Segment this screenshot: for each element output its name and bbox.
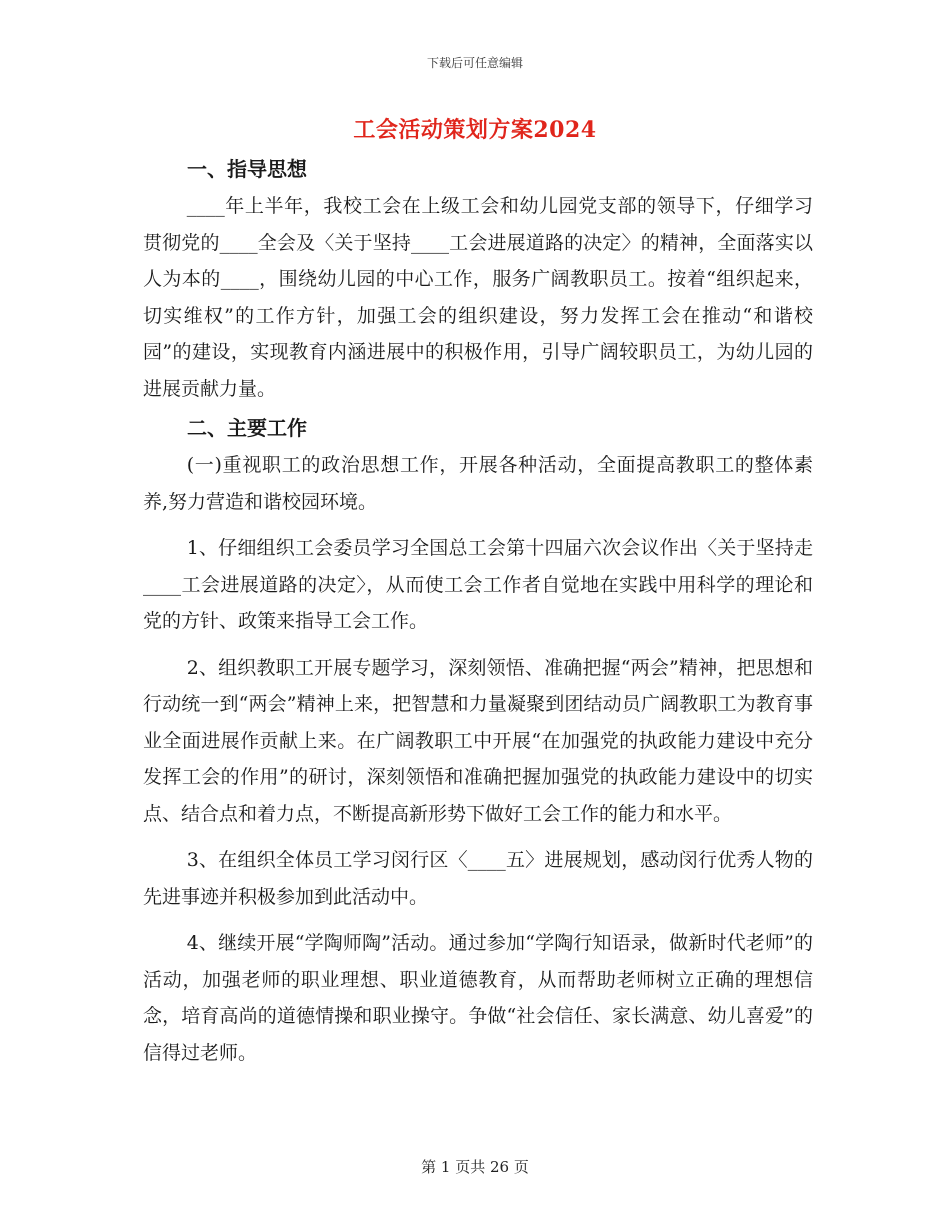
paragraph-main-work-intro: (一)重视职工的政治思想工作，开展各种活动，全面提高教职工的整体素养,努力营造和谐校园环境。 <box>143 454 813 513</box>
paragraph-item-3: 3、在组织全体员工学习闵行区〈____五〉进展规划，感动闵行优秀人物的先进事迹并积极参加到此活动中。 <box>143 849 813 908</box>
section-heading-main-work: 二、主要工作 <box>187 416 307 440</box>
section-heading-guiding-ideology: 一、指导思想 <box>187 157 307 181</box>
document-title: 工会活动策划方案2024 <box>353 117 597 143</box>
paragraph-item-2: 2、组织教职工开展专题学习，深刻领悟、准确把握“两会”精神，把思想和行动统一到“两会”精神上来，把智慧和力量凝聚到团结动员广阔教职工为教育事业全面进展作贡献上来。在广阔教职工中开展“在加强党的执政能力建设中充分发挥工会的作用”的研讨，深刻领悟和准确把握加强党的执政能力建设中的切实点、结合点和着力点，不断提高新形势下做好工会工作的能力和水平。 <box>143 656 813 825</box>
page-number-footer: 第 1 页共 26 页 <box>421 1158 529 1176</box>
paragraph-guiding-ideology: ____年上半年，我校工会在上级工会和幼儿园党支部的领导下，仔细学习贯彻党的____全会及〈关于坚持____工会进展道路的决定〉的精神，全面落实以人为本的____，围绕幼儿园的中心工作，服务广阔教职员工。按着“组织起来，切实维权”的工作方针，加强工会的组织建设，努力发挥工会在推动“和谐校园”的建设，实现教育内涵进展中的积极作用，引导广阔较职员工，为幼儿园的进展贡献力量。 <box>143 195 813 400</box>
paragraph-item-1: 1、仔细组织工会委员学习全国总工会第十四届六次会议作出〈关于坚持走____工会进展道路的决定〉，从而使工会工作者自觉地在实践中用科学的理论和党的方针、政策来指导工会工作。 <box>143 537 813 632</box>
document-body <box>143 150 813 1071</box>
header-note: 下载后可任意编辑 <box>426 56 523 70</box>
paragraph-item-4: 4、继续开展“学陶师陶”活动。通过参加“学陶行知语录，做新时代老师”的活动，加强老师的职业理想、职业道德教育，从而帮助老师树立正确的理想信念，培育高尚的道德情操和职业操守。争做“社会信任、家长满意、幼儿喜爱”的信得过老师。 <box>143 932 813 1064</box>
